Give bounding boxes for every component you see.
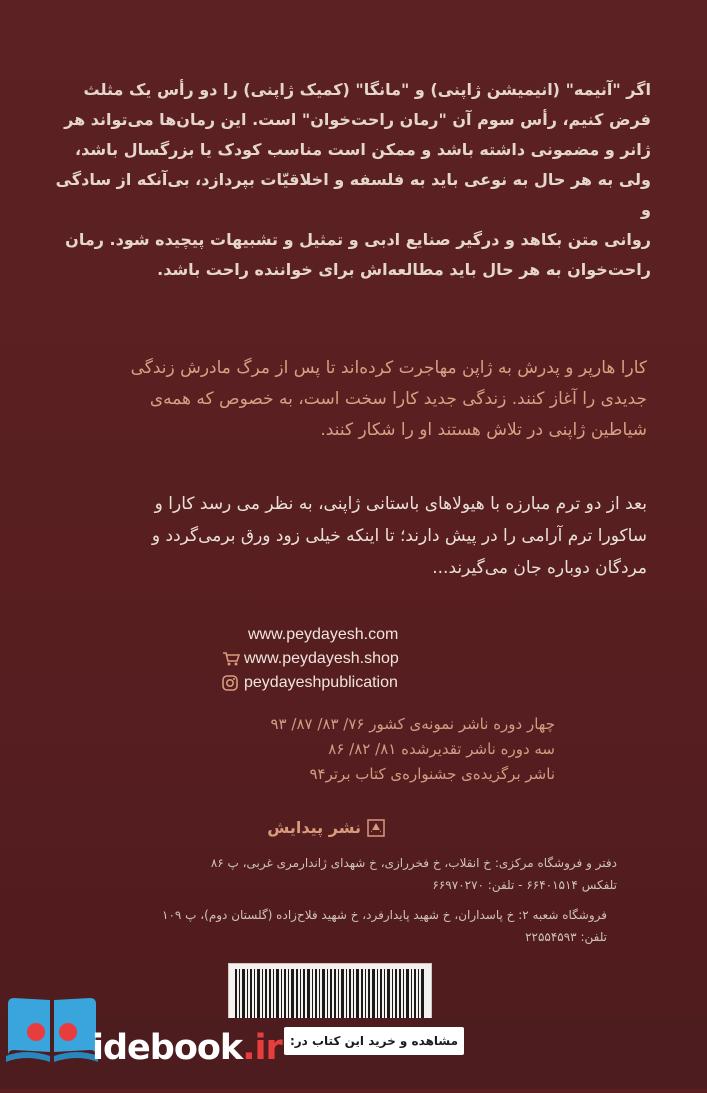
intro-line: ولی به هر حال به نوعی باید به فلسفه و اخلاقیّات بپردازد، بی‌آنکه از سادگی و — [55, 170, 651, 219]
idebook-wordmark-name: idebook — [92, 1028, 243, 1068]
cart-icon — [222, 651, 238, 667]
instagram-link-text: peydayeshpublication — [244, 674, 398, 691]
instagram-link[interactable] — [222, 671, 482, 695]
publisher-mark — [267, 818, 385, 837]
intro-line: روانی متن بکاهد و درگیر صنایع ادبی و تمثیل و تشبیهات پیچیده شود. رمان — [65, 230, 651, 249]
shop-link[interactable] — [222, 647, 482, 671]
idebook-wordmark — [92, 1028, 282, 1068]
website-link-text: www.peydayesh.com — [248, 626, 399, 643]
address-line: فروشگاه شعبه ۲: خ پاسداران، خ شهید پایدارفرد، خ شهید فلاح‌زاده (گلستان دوم)، پ ۱۰۹ — [162, 908, 607, 922]
intro-line: راحت‌خوان به هر حال باید مطالعه‌اش برای خواننده راحت باشد. — [157, 260, 651, 279]
award-line: ناشر برگزیده‌ی جشنواره‌ی کتاب برتر۹۴ — [309, 765, 555, 783]
intro-line: ژانر و مضمونی داشته باشد و ممکن است مناسب کودک یا بزرگسال باشد، — [75, 140, 651, 159]
central-office-address — [17, 852, 617, 896]
summary-line: شیاطین ژاپنی در تلاش هستند او را شکار کنند. — [320, 420, 647, 440]
plot-paragraph — [57, 488, 647, 584]
summary-paragraph — [67, 353, 647, 446]
awards-list — [135, 712, 555, 787]
website-link[interactable] — [222, 623, 482, 647]
plot-line: مردگان دوباره جان می‌گیرند... — [432, 558, 647, 578]
book-reader-icon — [2, 990, 102, 1089]
plot-line: ساکورا ترم آرامی را در پیش دارند؛ تا اینکه خیلی زود ورق برمی‌گردد و — [151, 526, 647, 546]
address-line: تلفکس ۶۶۴۰۱۵۱۴ - تلفن: ۶۶۹۷۰۲۷۰ — [432, 878, 617, 892]
address-line: دفتر و فروشگاه مرکزی: خ انقلاب، خ فخررازی، خ شهدای ژاندارمری غربی، پ ۸۶ — [210, 856, 617, 870]
award-line: چهار دوره ناشر نمونه‌ی کشور ۷۶/ ۸۳/ ۸۷/ ۹۳ — [270, 715, 555, 733]
idebook-wordmark-suffix: .ir — [242, 1028, 282, 1068]
intro-line: فرض کنیم، رأس سوم آن "رمان راحت‌خوان" است. این رمان‌ها می‌تواند هر — [64, 110, 651, 129]
shop-link-text: www.peydayesh.shop — [244, 650, 399, 667]
address-line: تلفن: ۲۲۵۵۴۵۹۳ — [525, 930, 607, 944]
intro-paragraph — [51, 75, 651, 285]
intro-line: اگر "آنیمه" (انیمیشن ژاپنی) و "مانگا" (کمیک ژاپنی) را دو رأس یک مثلث — [83, 80, 651, 99]
plot-line: بعد از دو ترم مبارزه با هیولاهای باستانی ژاپنی، به نظر می رسد کارا و — [154, 494, 647, 514]
branch-office-address — [7, 904, 607, 948]
instagram-icon — [222, 675, 238, 691]
publisher-logo-icon — [367, 819, 385, 837]
summary-line: جدیدی را آغاز کنند. زندگی جدید کارا سخت است، به خصوص که همه‌ی — [149, 389, 647, 409]
publisher-name: نشر پیدایش — [267, 818, 361, 837]
publisher-links — [222, 623, 482, 695]
summary-line: کارا هارپر و پدرش به ژاپن مهاجرت کرده‌اند تا پس از مرگ مادرش زندگی — [130, 358, 647, 378]
award-line: سه دوره ناشر تقدیرشده ۸۱/ ۸۲/ ۸۶ — [328, 740, 555, 758]
buy-book-link[interactable]: مشاهده و خرید این کتاب در: — [284, 1027, 464, 1055]
